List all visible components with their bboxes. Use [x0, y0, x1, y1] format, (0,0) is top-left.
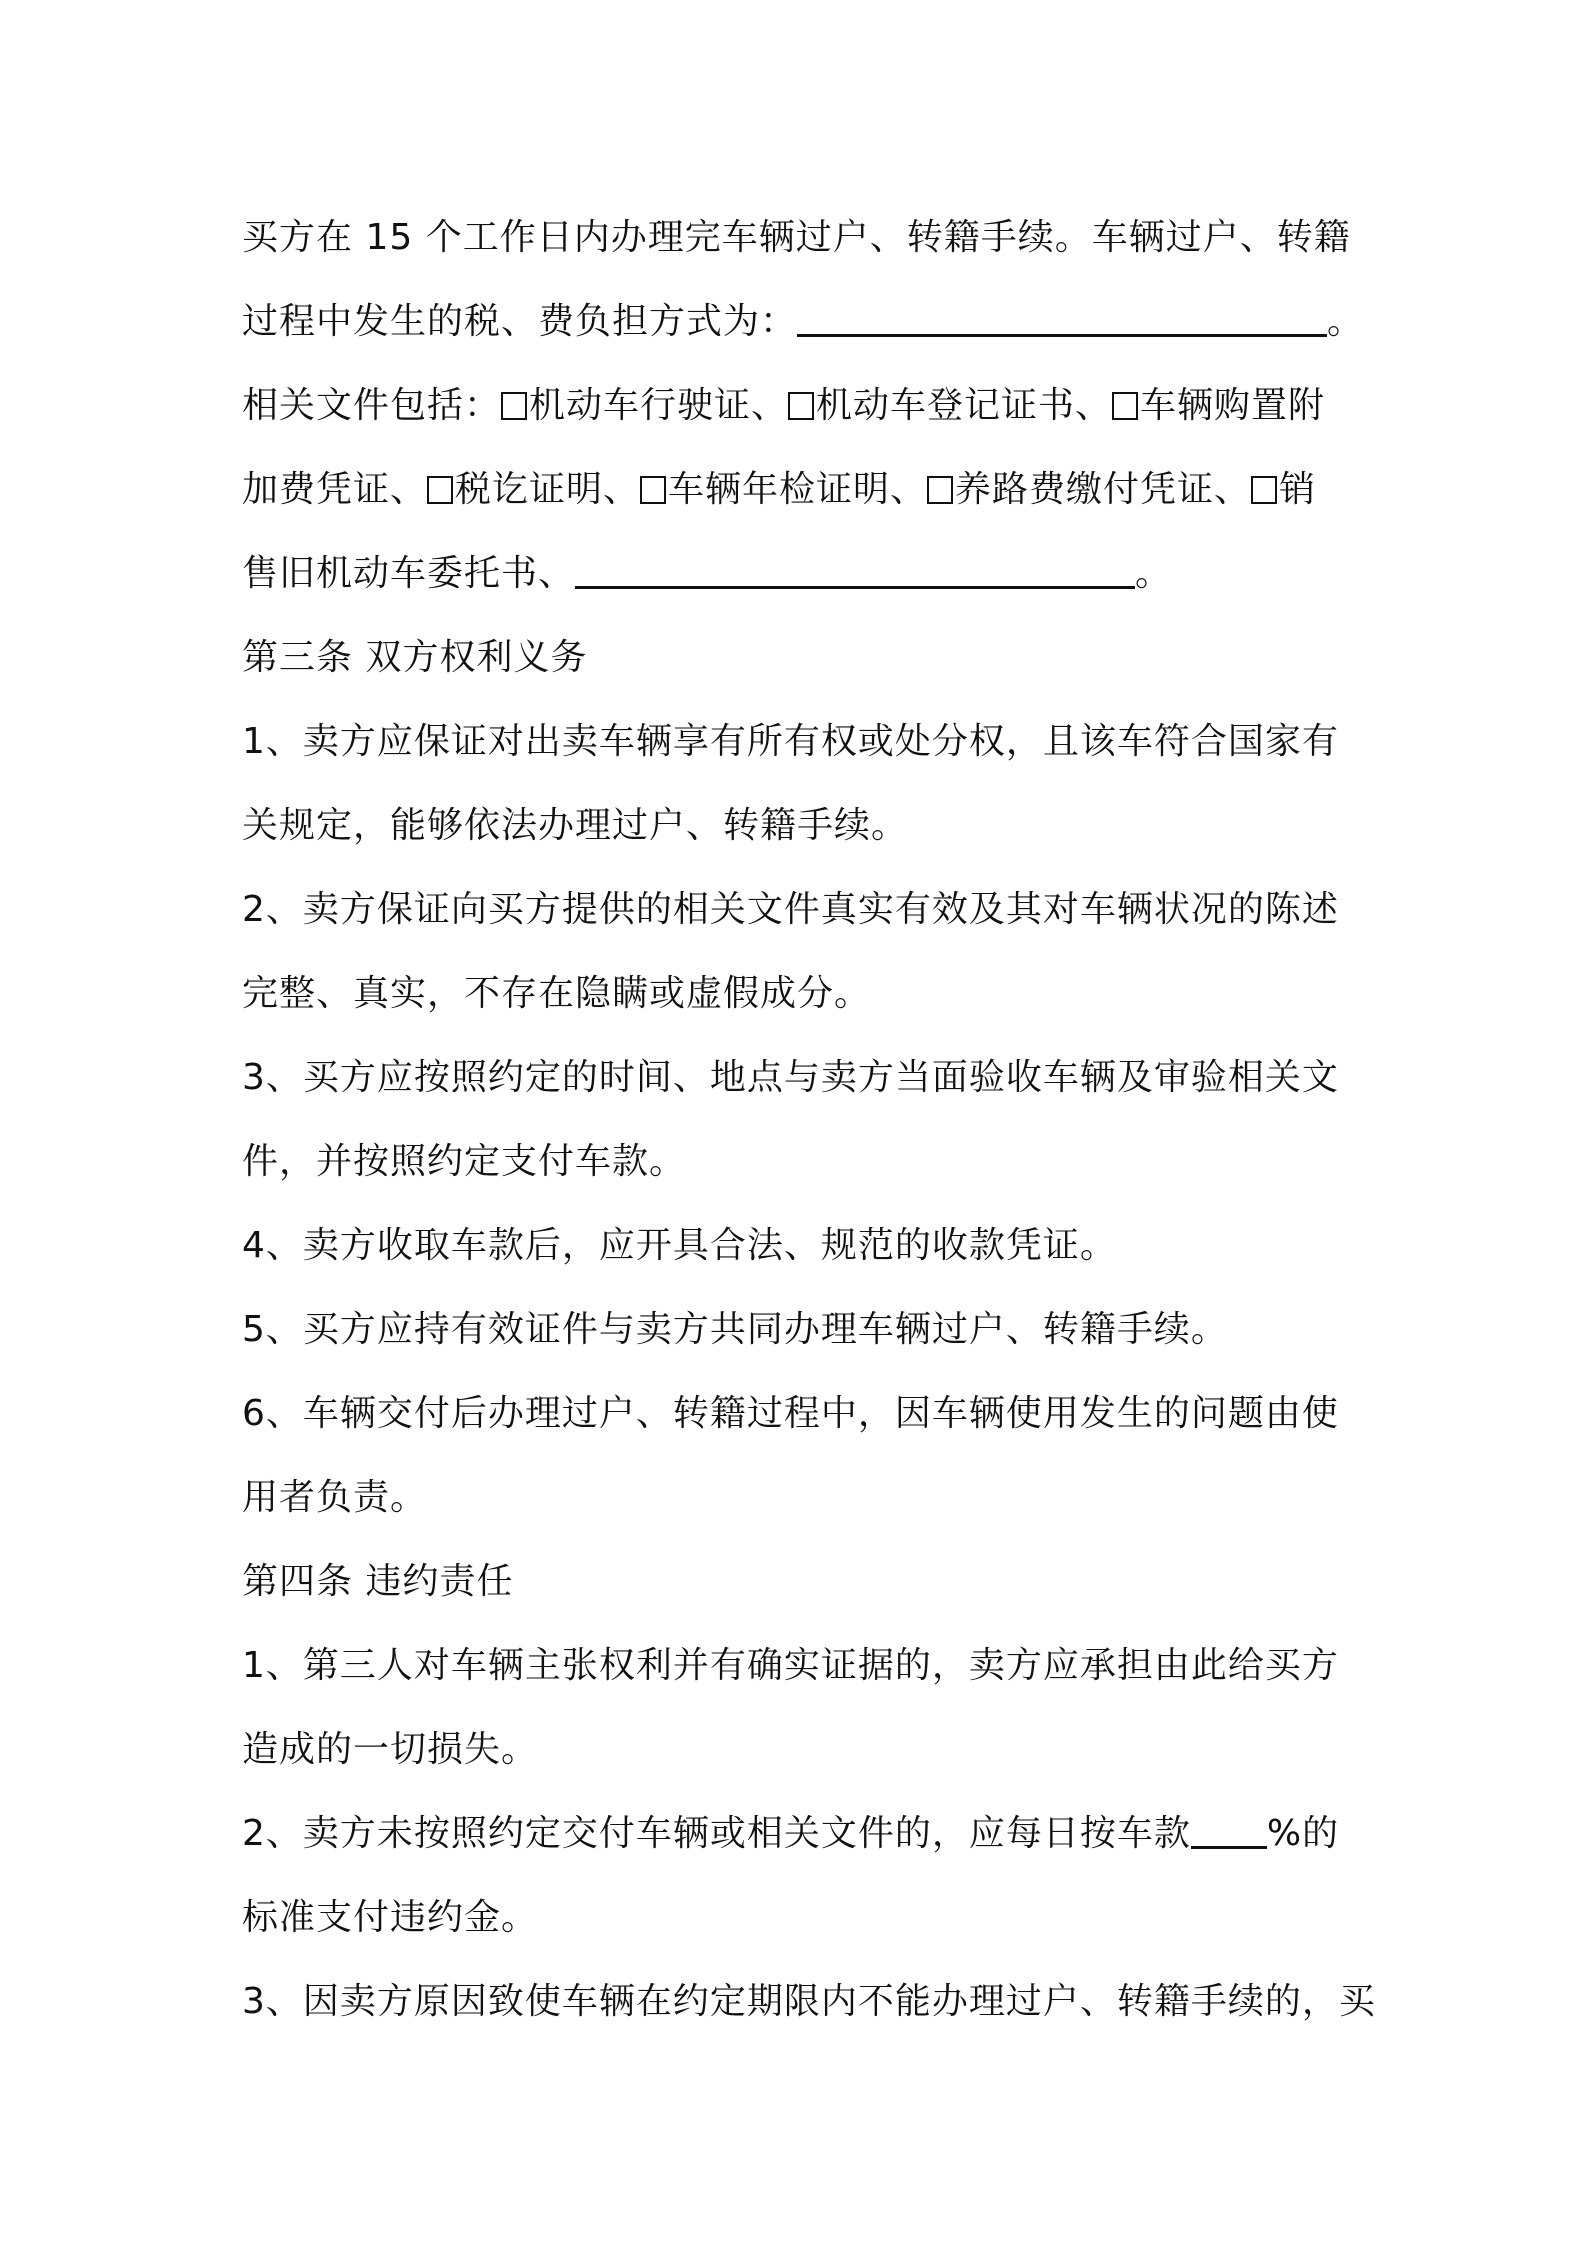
- text: 1、第三人对车辆主张权利并有确实证据的，卖方应承担由此给买方: [242, 1645, 1339, 1686]
- article-3-item-1-line-2: [242, 784, 1362, 868]
- text: 售旧机动车委托书、: [242, 553, 576, 594]
- penalty-percent-blank-field[interactable]: [1191, 1806, 1267, 1849]
- article-3-item-6-line-1: [242, 1372, 1362, 1456]
- text: 税讫证明、: [455, 469, 641, 510]
- paragraph-transfer-line-1: [242, 196, 1362, 280]
- article-4-heading: [242, 1540, 1362, 1624]
- text: 件，并按照约定支付车款。: [242, 1141, 687, 1182]
- article-3-item-3-line-1: [242, 1036, 1362, 1120]
- text: 相关文件包括：: [242, 385, 502, 426]
- checkbox-sale-authorization[interactable]: [1251, 476, 1277, 504]
- text: %的: [1266, 1813, 1340, 1854]
- article-4-item-1-line-2: [242, 1708, 1362, 1792]
- article-3-item-6-line-2: [242, 1456, 1362, 1540]
- article-4-item-3-line-1: [242, 1960, 1376, 2044]
- text: 车辆购置附: [1140, 385, 1326, 426]
- article-3-item-5: [242, 1288, 1362, 1372]
- paragraph-documents-line-2: [242, 448, 1362, 532]
- checkbox-tax-paid-certificate[interactable]: [427, 476, 453, 504]
- text: 车辆年检证明、: [668, 469, 928, 510]
- tax-fee-blank-field[interactable]: [797, 294, 1327, 337]
- text: 养路费缴付凭证、: [955, 469, 1252, 510]
- text: 加费凭证、: [242, 469, 428, 510]
- text: 3、因卖方原因致使车辆在约定期限内不能办理过户、转籍手续的，买: [242, 1981, 1376, 2022]
- text: 5、买方应持有效证件与卖方共同办理车辆过户、转籍手续。: [242, 1309, 1228, 1350]
- text: 4、卖方收取车款后，应开具合法、规范的收款凭证。: [242, 1225, 1117, 1266]
- article-3-item-2-line-2: [242, 952, 1362, 1036]
- paragraph-documents-line-3: [242, 532, 1362, 616]
- heading-text: 第三条 双方权利义务: [242, 637, 588, 678]
- text: 标准支付违约金。: [242, 1897, 539, 1938]
- article-4-item-1-line-1: [242, 1624, 1362, 1708]
- article-4-item-2-line-2: [242, 1876, 1362, 1960]
- text: 销: [1279, 469, 1317, 510]
- text: 3、买方应按照约定的时间、地点与卖方当面验收车辆及审验相关文: [242, 1057, 1339, 1098]
- document-body: [242, 196, 1376, 2044]
- text: 1、卖方应保证对出卖车辆享有所有权或处分权，且该车符合国家有: [242, 721, 1339, 762]
- checkbox-purchase-surcharge[interactable]: [1112, 392, 1138, 420]
- text: 。: [1327, 301, 1365, 342]
- text: 机动车登记证书、: [816, 385, 1113, 426]
- checkbox-driving-license[interactable]: [501, 392, 527, 420]
- text: 关规定，能够依法办理过户、转籍手续。: [242, 805, 909, 846]
- text: 6、车辆交付后办理过户、转籍过程中，因车辆使用发生的问题由使: [242, 1393, 1339, 1434]
- other-documents-blank-field[interactable]: [575, 546, 1135, 589]
- article-3-heading: [242, 616, 1362, 700]
- checkbox-road-maintenance-fee[interactable]: [927, 476, 953, 504]
- checkbox-registration-certificate[interactable]: [788, 392, 814, 420]
- article-3-item-1-line-1: [242, 700, 1362, 784]
- text: 机动车行驶证、: [529, 385, 789, 426]
- article-4-item-2-line-1: [242, 1792, 1362, 1876]
- paragraph-transfer-line-2: [242, 280, 1365, 364]
- heading-text: 第四条 违约责任: [242, 1561, 514, 1602]
- article-3-item-4: [242, 1204, 1362, 1288]
- paragraph-documents-line-1: [242, 364, 1362, 448]
- text: 造成的一切损失。: [242, 1729, 539, 1770]
- text: 用者负责。: [242, 1477, 428, 1518]
- text: 过程中发生的税、费负担方式为：: [242, 301, 798, 342]
- article-3-item-2-line-1: [242, 868, 1362, 952]
- text: 2、卖方保证向买方提供的相关文件真实有效及其对车辆状况的陈述: [242, 889, 1339, 930]
- checkbox-annual-inspection[interactable]: [640, 476, 666, 504]
- text: 买方在 15 个工作日内办理完车辆过户、转籍手续。车辆过户、转籍: [242, 217, 1351, 258]
- text: 完整、真实，不存在隐瞒或虚假成分。: [242, 973, 872, 1014]
- text: 。: [1135, 553, 1173, 594]
- article-3-item-3-line-2: [242, 1120, 1362, 1204]
- text: 2、卖方未按照约定交付车辆或相关文件的，应每日按车款: [242, 1813, 1191, 1854]
